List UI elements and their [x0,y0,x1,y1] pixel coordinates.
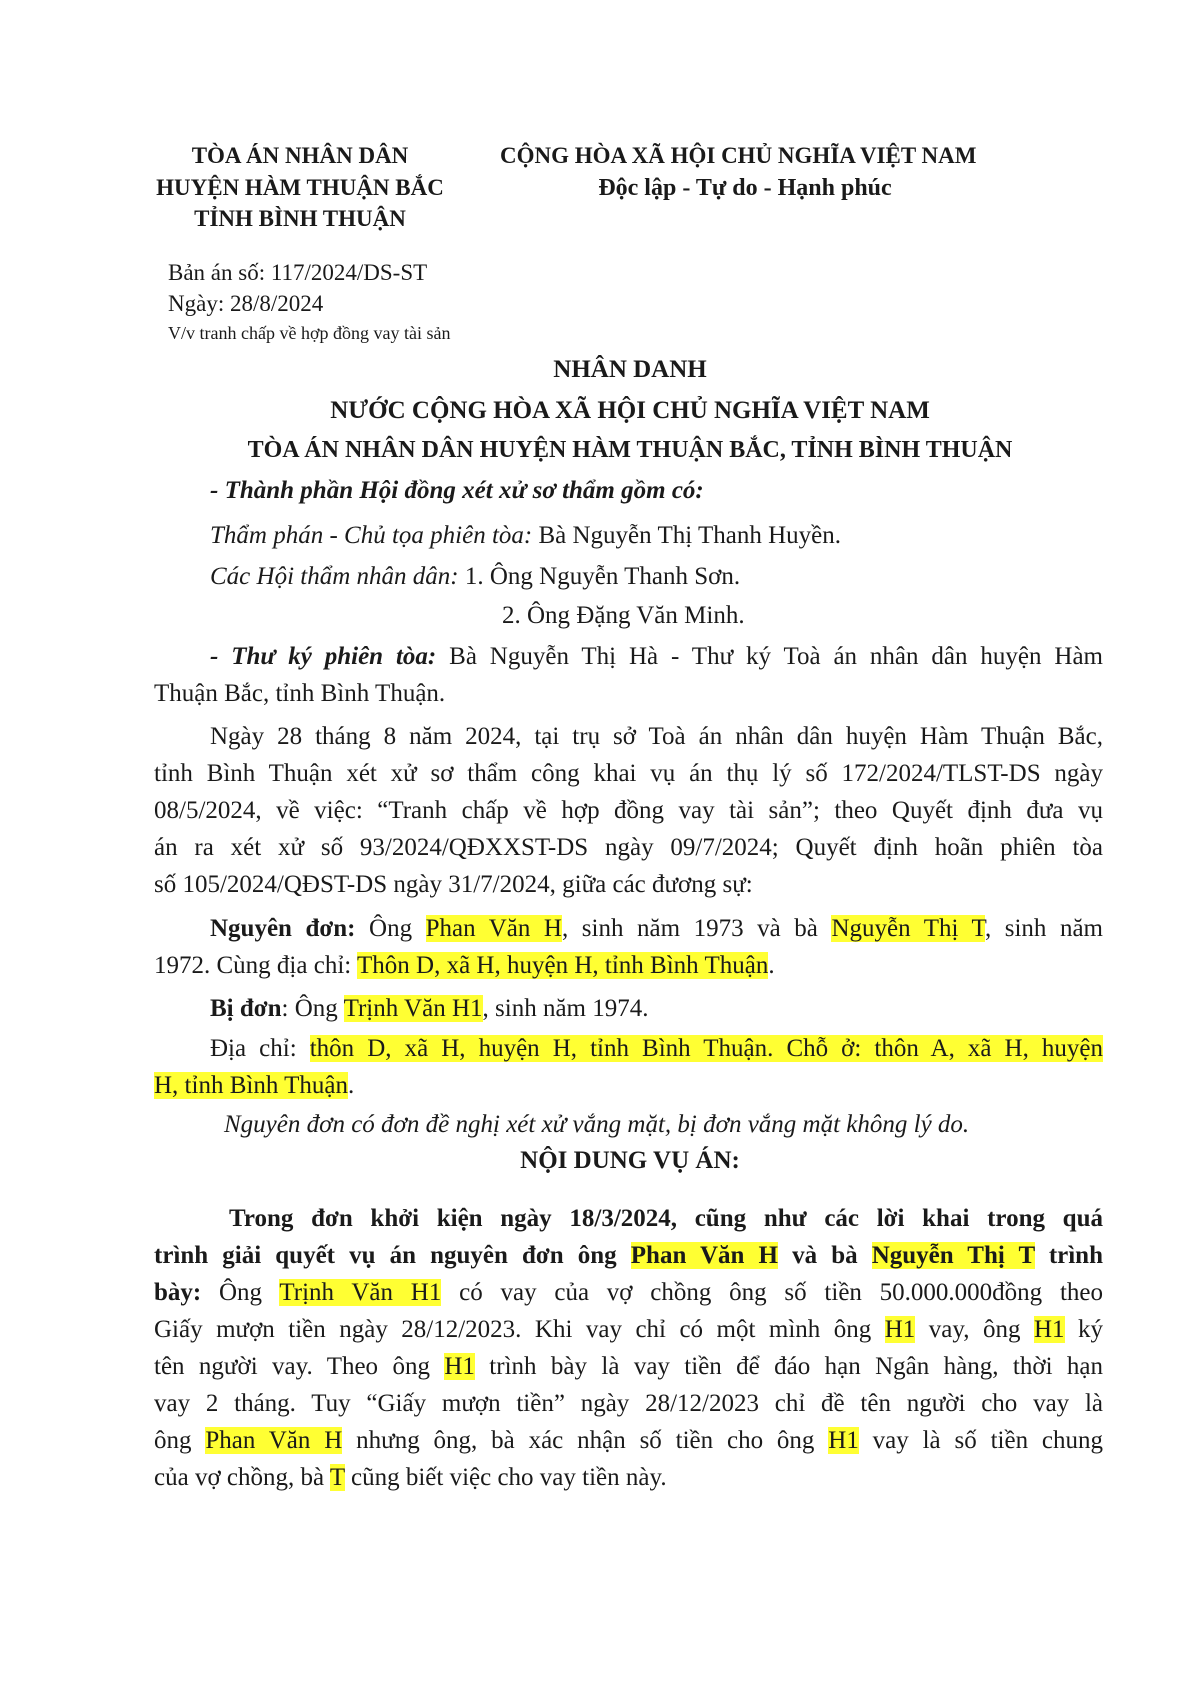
text: , sinh năm 1973 và bà [562,915,832,942]
content-line [154,1311,1103,1348]
text: Giấy mượn tiền ngày 28/12/2023. Khi vay chỉ có một mình ông [154,1316,885,1343]
judge-name: Bà Nguyễn Thị Thanh Huyền. [532,522,841,549]
plaintiff-address: Thôn D, xã H, huyện H, tỉnh Bình Thuận [357,952,769,979]
clerk-line2: Thuận Bắc, tỉnh Bình Thuận. [154,680,446,707]
text: : Ông [281,995,344,1022]
trial-line: tỉnh Bình Thuận xét xử sơ thẩm công khai vụ án thụ lý số 172/2024/TLST-DS ngày [154,760,1103,787]
trial-line: án ra xét xử số 93/2024/QĐXXST-DS ngày 09/7/2024; Quyết định hoãn phiên tòa [154,834,1103,861]
text: . [347,1072,355,1099]
defendant-name: H1 [444,1353,475,1380]
defendant-address: thôn D, xã H, huyện H, tỉnh Bình Thuận. Chỗ ở: thôn A, xã H, huyện [309,1035,1103,1062]
trial-line: Ngày 28 tháng 8 năm 2024, tại trụ sở Toà án nhân dân huyện Hàm Thuận Bắc, [210,723,1103,750]
content-line: vay 2 tháng. Tuy “Giấy mượn tiền” ngày 28/12/2023 chỉ đề tên người cho vay là [154,1390,1103,1417]
text: trình giải quyết vụ án nguyên đơn ông [154,1242,631,1269]
text: cũng biết việc cho vay tiền này. [344,1464,667,1491]
court-name-line3: TỈNH BÌNH THUẬN [194,206,406,231]
text: , sinh năm 1974. [482,995,649,1022]
text: có vay của vợ chồng ông số tiền 50.000.000đồng theo [441,1279,1103,1306]
defendant-name: H1 [1033,1316,1065,1343]
assessor-1: 1. Ông Nguyễn Thanh Sơn. [458,563,741,590]
content-line: Trong đơn khởi kiện ngày 18/3/2024, cũng như các lời khai trong quá [229,1205,1103,1232]
assessors-label: Các Hội thẩm nhân dân: [210,563,459,590]
content-line [154,1459,1103,1496]
court-name-line1: TÒA ÁN NHÂN DÂN [191,143,409,168]
content-heading: NỘI DUNG VỤ ÁN: [520,1147,740,1174]
panel-heading: - Thành phần Hội đồng xét xử sơ thẩm gồm có: [210,477,704,504]
text: Ông [355,915,426,942]
address-line2 [154,1067,1103,1104]
text: vay là số tiền chung [858,1427,1104,1454]
text: ký [1064,1316,1104,1343]
clerk-label: - Thư ký phiên tòa: [210,643,437,670]
text: , sinh năm [984,915,1103,942]
plaintiff-label: Nguyên đơn: [210,915,356,942]
text: trình bày là vay tiền để đáo hạn Ngân hàng, thời hạn [474,1353,1103,1380]
text: trình [1034,1242,1103,1269]
clerk-paragraph [154,638,1103,712]
defendant-name: H1 [828,1427,859,1454]
plaintiff-2-name: Nguyễn Thị T [871,1242,1035,1269]
case-number: Bản án số: 117/2024/DS-ST [168,260,428,285]
text: . [768,952,775,979]
text: bày: [154,1279,202,1306]
absence-note: Nguyên đơn có đơn đề nghị xét xử vắng mặt, bị đơn vắng mặt không lý do. [224,1111,970,1138]
plaintiff-1-name: Phan Văn H [630,1242,778,1269]
plaintiff-1-name: Phan Văn H [425,915,562,942]
content-line [154,1237,1103,1274]
text: của vợ chồng, bà [154,1464,330,1491]
nation-motto: Độc lập - Tự do - Hạnh phúc [598,175,892,201]
defendant-label: Bị đơn [210,995,282,1022]
title-court: TÒA ÁN NHÂN DÂN HUYỆN HÀM THUẬN BẮC, TỈNH BÌNH THUẬN [247,437,1013,463]
text: vay, ông [915,1316,1034,1343]
plaintiff-line2 [154,947,1103,984]
address-label: Địa chỉ: [210,1035,310,1062]
clerk-text: Bà Nguyễn Thị Hà - Thư ký Toà án nhân dân huyện Hàm [436,643,1103,670]
plaintiff-line1 [154,910,1103,947]
defendant-name: H1 [884,1316,916,1343]
court-name-line2: HUYỆN HÀM THUẬN BẮC [156,175,444,200]
assessor-2: 2. Ông Đặng Văn Minh. [502,602,745,629]
title-nhan-danh: NHÂN DANH [553,356,707,383]
trial-paragraph [154,718,1103,903]
content-line [154,1422,1103,1459]
text: ông [154,1427,206,1454]
content-paragraph [154,1200,1103,1496]
defendant-address-paragraph [154,1030,1103,1104]
case-date: Ngày: 28/8/2024 [168,291,324,316]
plaintiff-2-name: T [329,1464,345,1491]
defendant-address-cont: H, tỉnh Bình Thuận [154,1072,348,1099]
trial-line: 08/5/2024, về việc: “Tranh chấp về hợp đồng vay tài sản”; theo Quyết định đưa vụ [154,797,1103,824]
nation-title: CỘNG HÒA XÃ HỘI CHỦ NGHĨA VIỆT NAM [500,143,977,168]
case-subject: V/v tranh chấp về hợp đồng vay tài sản [168,323,451,343]
assessors-line [210,558,740,595]
text: Ông [201,1279,280,1306]
clerk-line1 [154,638,1103,675]
text: và bà [778,1242,872,1269]
plaintiff-2-name: Nguyễn Thị T [831,915,985,942]
address-line1 [154,1030,1103,1067]
plaintiff-paragraph [154,910,1103,984]
text: nhưng ông, bà xác nhận số tiền cho ông [342,1427,829,1454]
text: tên người vay. Theo ông [154,1353,445,1380]
defendant-line [210,990,648,1027]
trial-line: số 105/2024/QĐST-DS ngày 31/7/2024, giữa các đương sự: [154,871,753,898]
content-line [154,1348,1103,1385]
defendant-name: Trịnh Văn H1 [279,1279,442,1306]
text: 1972. Cùng địa chỉ: [154,952,358,979]
judge-line [210,517,841,554]
plaintiff-1-name: Phan Văn H [205,1427,343,1454]
title-nation: NƯỚC CỘNG HÒA XÃ HỘI CHỦ NGHĨA VIỆT NAM [330,397,930,424]
judge-label: Thẩm phán - Chủ tọa phiên tòa: [210,522,533,549]
content-line [154,1274,1103,1311]
defendant-name: Trịnh Văn H1 [343,995,483,1022]
